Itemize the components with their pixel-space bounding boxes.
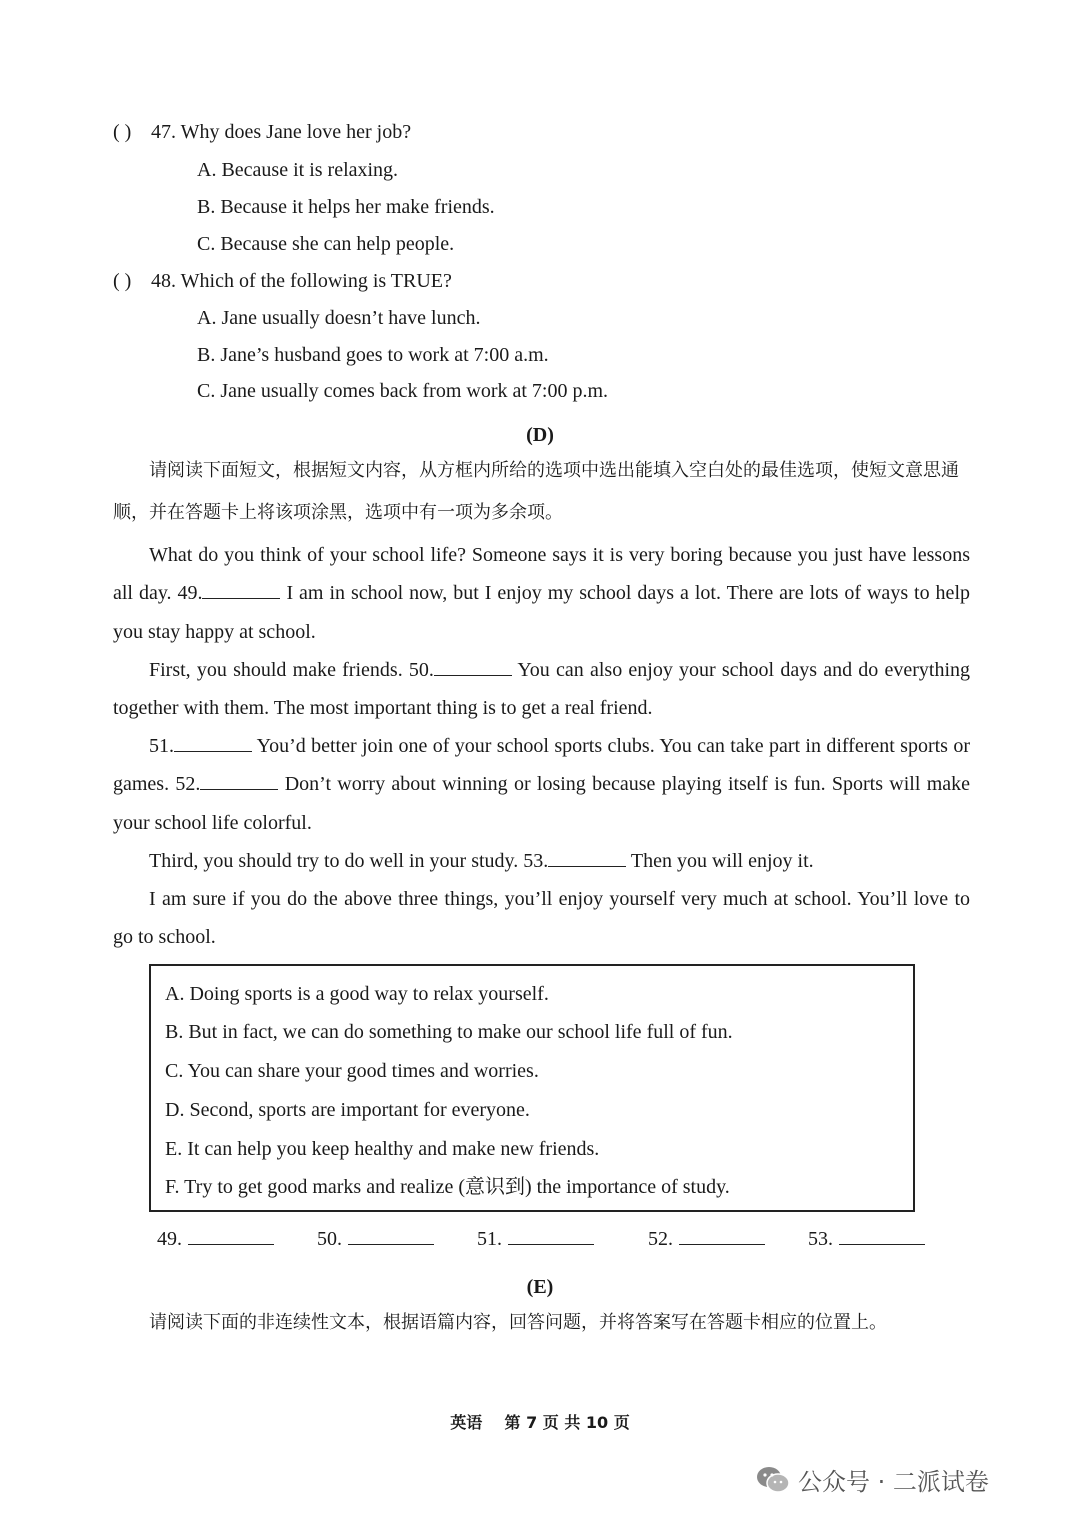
answer-49 — [157, 1226, 274, 1251]
section-e-instructions: 请阅读下面的非连续性文本，根据语篇内容，回答问题，并将答案写在答题卡相应的位置上。 — [149, 1312, 887, 1333]
option: A. Because it is relaxing. — [197, 159, 399, 181]
answer-53 — [808, 1226, 925, 1251]
section-d-heading: (D) — [526, 424, 554, 446]
blank-49 — [202, 580, 280, 599]
section-d-instructions: 请阅读下面短文，根据短文内容，从方框内所给的选项中选出能填入空白处的最佳选项，使短文意思通顺，并在答题卡上将该项涂黑，选项中有一项为多余项。 — [113, 460, 959, 523]
paragraph-text: Don’t worry about winning or losing because playing itself is fun. Sports will make your school life colorful. — [113, 773, 971, 834]
watermark-text: 公众号 · 二派试卷 — [798, 1468, 989, 1496]
answer-label: 50. — [317, 1228, 342, 1250]
answer-label: 51. — [477, 1228, 502, 1250]
paragraph-text: First, you should make friends. 50. — [149, 659, 434, 681]
box-option-c: C. You can share your good times and worries. — [165, 1060, 539, 1082]
answer-paren: ( ) — [113, 270, 132, 292]
paragraph-4 — [113, 842, 970, 880]
blank-53 — [548, 848, 626, 867]
option: A. Jane usually doesn’t have lunch. — [197, 307, 481, 329]
paragraph-5: I am sure if you do the above three things, you’ll enjoy yourself very much at school. You’ll love to go to school. — [113, 888, 970, 949]
watermark — [756, 1462, 989, 1497]
box-option-d: D. Second, sports are important for everyone. — [165, 1099, 530, 1121]
paragraph-3 — [113, 727, 970, 842]
option: B. Jane’s husband goes to work at 7:00 a.m. — [197, 344, 549, 366]
option: C. Because she can help people. — [197, 233, 455, 255]
option: C. Jane usually comes back from work at 7:00 p.m. — [197, 380, 609, 402]
box-option-e: E. It can help you keep healthy and make new friends. — [165, 1138, 600, 1160]
answer-label: 52. — [648, 1228, 673, 1250]
question-48 — [113, 268, 452, 294]
answer-line — [348, 1226, 434, 1245]
box-option-f: F. Try to get good marks and realize (意识到) the importance of study. — [165, 1176, 730, 1198]
answer-50 — [317, 1226, 434, 1251]
answer-52 — [648, 1226, 765, 1251]
blank-52 — [200, 771, 278, 790]
paragraph-text: I am in school now, but I enjoy my school days a lot. There are lots of ways to help you stay happy at school. — [113, 582, 970, 643]
answer-51 — [477, 1226, 594, 1251]
paragraph-2 — [113, 651, 970, 728]
blank-50 — [434, 657, 512, 676]
question-text: 47. Why does Jane love her job? — [151, 121, 412, 143]
paragraph-text: What do you think of your school life? Someone says it is very boring because you just have lessons all day. 49. — [113, 544, 970, 605]
blank-51 — [174, 733, 252, 752]
paragraph-text: Third, you should try to do well in your study. 53. — [149, 850, 549, 872]
option: B. Because it helps her make friends. — [197, 196, 495, 218]
paragraph-text: You can also enjoy your school days and do everything together with them. The most important thing is to get a real friend. — [113, 659, 971, 720]
box-option-a: A. Doing sports is a good way to relax yourself. — [165, 983, 549, 1005]
wechat-icon — [756, 1466, 790, 1494]
paragraph-text: Then you will enjoy it. — [626, 850, 814, 872]
answer-paren: ( ) — [113, 121, 132, 143]
answer-line — [188, 1226, 274, 1245]
paragraph-1 — [113, 536, 970, 651]
answer-label: 49. — [157, 1228, 182, 1250]
answer-line — [679, 1226, 765, 1245]
options-box — [149, 964, 915, 1212]
answer-line — [508, 1226, 594, 1245]
answer-line — [839, 1226, 925, 1245]
question-text: 48. Which of the following is TRUE? — [151, 270, 452, 292]
section-e-heading: (E) — [526, 1276, 554, 1298]
paragraph-text: You’d better join one of your school sports clubs. You can take part in different sports or games. 52. — [113, 735, 970, 796]
page-footer: 英语 第 7 页 共 10 页 — [450, 1413, 630, 1432]
paragraph-text: 51. — [149, 735, 174, 757]
answer-label: 53. — [808, 1228, 833, 1250]
question-47 — [113, 119, 411, 145]
box-option-b: B. But in fact, we can do something to make our school life full of fun. — [165, 1021, 733, 1043]
